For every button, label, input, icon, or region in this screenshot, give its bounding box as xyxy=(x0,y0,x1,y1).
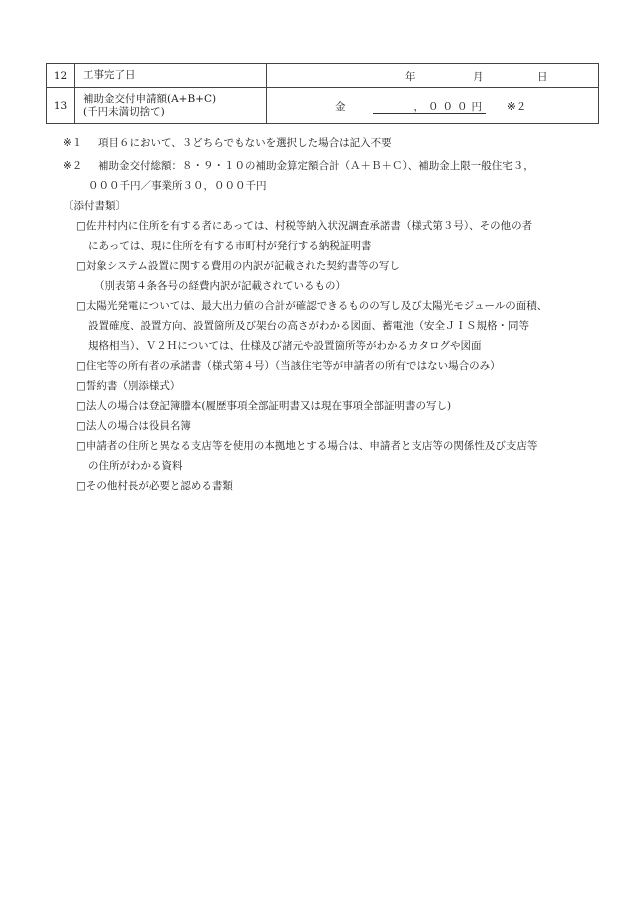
application-table xyxy=(46,63,599,124)
table-row xyxy=(47,88,599,124)
row-label-line: 補助金交付申請額(A+B+C) xyxy=(83,92,217,105)
attachment-item-continuation: にあっては、現に住所を有する市町村が発行する納税証明書 xyxy=(88,240,372,252)
attachment-item-owner-consent: □住宅等の所有者の承諾書（様式第４号）（当該住宅等が申請者の所有ではない場合のみ） xyxy=(76,360,501,372)
row-label: 工事完了日 xyxy=(75,64,267,88)
attachment-item-registry: □法人の場合は登記簿謄本(履歴事項全部証明書又は現在事項全部証明書の写し) xyxy=(76,400,452,412)
attachment-item-continuation: （別表第４条各号の経費内訳が記載されているもの） xyxy=(94,280,346,292)
attachment-item-pledge: □誓約書（別添様式） xyxy=(76,380,181,392)
table-row xyxy=(47,64,599,88)
attachment-item-officer-list: □法人の場合は役員名簿 xyxy=(76,420,191,432)
day-label: 日 xyxy=(537,70,548,83)
attachments-heading: 〔添付書類〕 xyxy=(63,200,126,212)
amount-value: ，０００円 xyxy=(373,99,486,114)
attachment-item-contract: □対象システム設置に関する費用の内訳が記載された契約書等の写し xyxy=(76,260,400,272)
row-number: 13 xyxy=(47,88,75,124)
attachment-item-continuation: の住所がわかる資料 xyxy=(88,460,183,472)
subsidy-amount-field[interactable] xyxy=(267,88,599,124)
note-1-mark: ※１ xyxy=(63,137,83,149)
amount-note-mark: ※２ xyxy=(507,100,527,113)
note-1-text: 項目６において、３どちらでもないを選択した場合は記入不要 xyxy=(98,137,392,149)
note-2-mark: ※２ xyxy=(63,160,83,172)
note-2-continuation: ０００千円／事業所３０，０００千円 xyxy=(88,180,267,192)
completion-date-field[interactable] xyxy=(267,64,599,88)
row-number: 12 xyxy=(47,64,75,88)
row-label-line: (千円未満切捨て) xyxy=(83,105,165,118)
attachment-item-solar-drawings: □太陽光発電については、最大出力値の合計が確認できるものの写し及び太陽光モジュールの面積、 xyxy=(76,300,548,312)
attachment-item-other: □その他村長が必要と認める書類 xyxy=(76,480,233,492)
year-label: 年 xyxy=(405,70,416,83)
amount-prefix: 金 xyxy=(335,100,346,113)
attachment-item-continuation: 設置確度、設置方向、設置箇所及び架台の高さがわかる図面、蓄電池（安全ＪＩＳ規格・同等 xyxy=(88,320,529,332)
month-label: 月 xyxy=(473,70,484,83)
attachment-item-tax-certificate: □佐井村内に住所を有する者にあっては、村税等納入状況調査承諾書（様式第３号）、その他の者 xyxy=(76,220,533,232)
attachment-item-branch-docs: □申請者の住所と異なる支店等を使用の本拠地とする場合は、申請者と支店等の関係性及び支店等 xyxy=(76,440,538,452)
attachment-item-continuation: 規格相当）、Ｖ２Ｈについては、仕様及び諸元や設置箇所等がわかるカタログや図面 xyxy=(88,340,482,352)
row-label xyxy=(75,88,267,124)
note-2-text: 補助金交付総額：８・９・１０の補助金算定額合計（Ａ＋Ｂ＋Ｃ）、補助金上限一般住宅３， xyxy=(98,160,534,172)
